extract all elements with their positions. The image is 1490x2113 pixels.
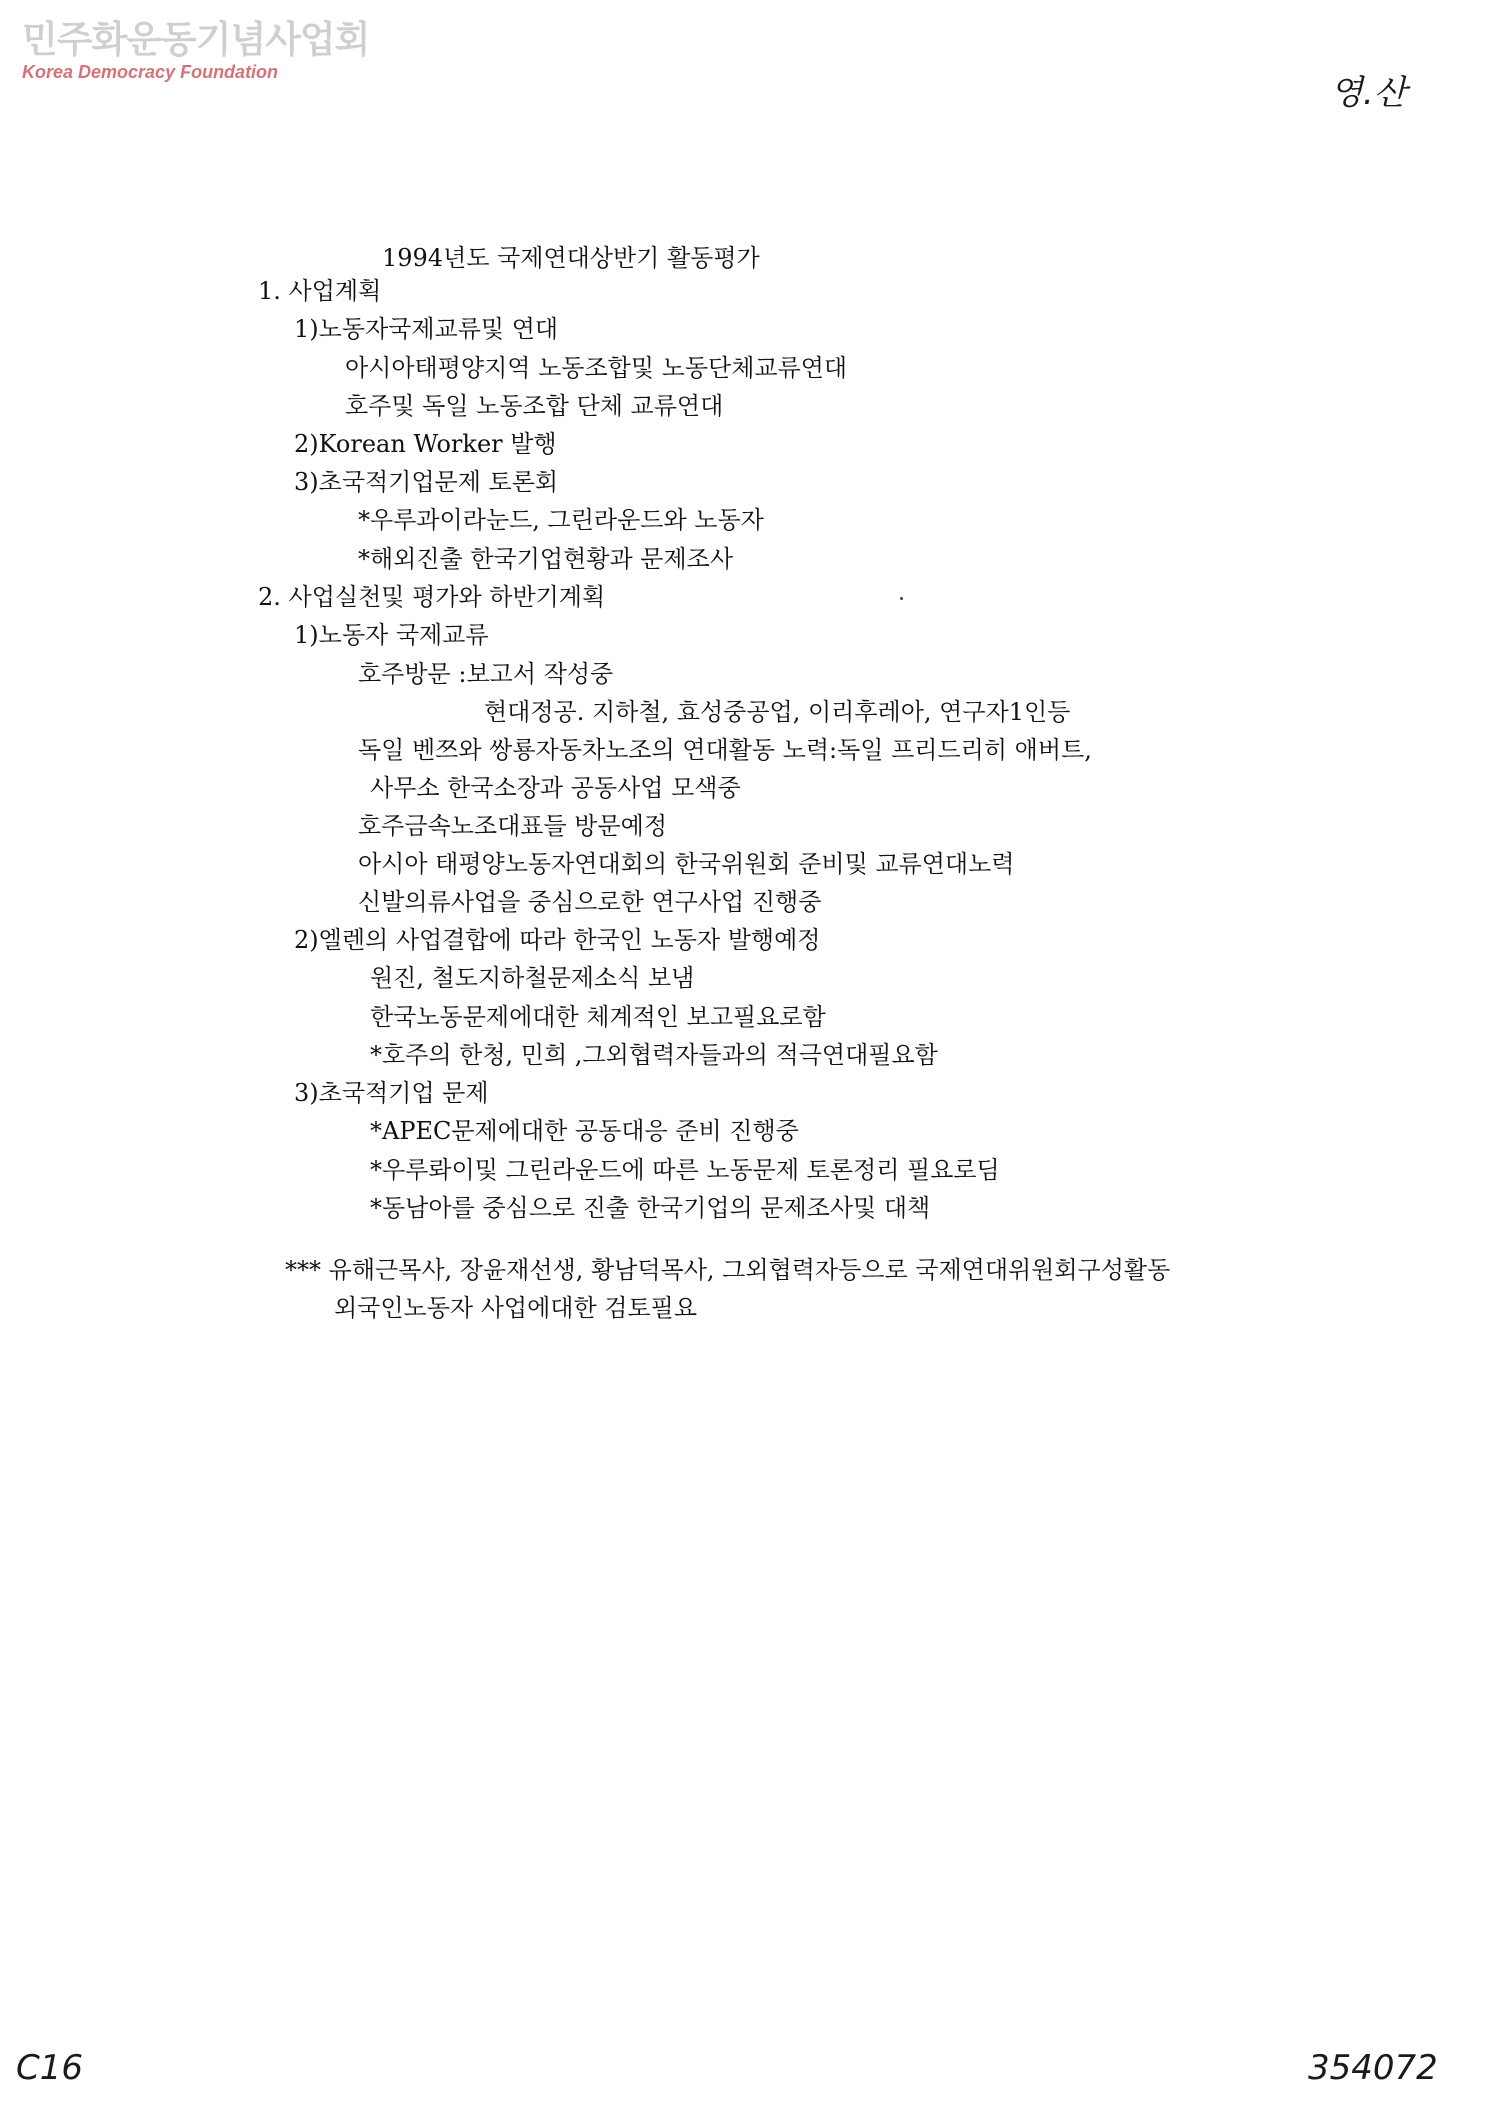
bullet-line: *해외진출 한국기업현황과 문제조사	[358, 545, 734, 573]
body-line: 한국노동문제에대한 체계적인 보고필요로함	[370, 1003, 826, 1031]
body-line: 호주금속노조대표들 방문예정	[358, 812, 668, 840]
scan-speck	[900, 597, 903, 600]
bullet-line: *호주의 한청, 민희 ,그외협력자들과의 적극연대필요함	[370, 1041, 938, 1069]
handwritten-note-bottom-left: C16	[16, 2048, 84, 2088]
body-line: 독일 벤쯔와 쌍룡자동차노조의 연대활동 노력:독일 프리드리히 애버트,	[358, 736, 1092, 764]
subsection-heading: 1)노동자 국제교류	[294, 621, 489, 649]
watermark-english: Korea Democracy Foundation	[22, 62, 279, 82]
note-line: 외국인노동자 사업에대한 검토필요	[334, 1294, 698, 1322]
bullet-line: *APEC문제에대한 공동대응 준비 진행중	[370, 1117, 799, 1145]
body-line: 신발의류사업을 중심으로한 연구사업 진행중	[358, 888, 822, 916]
document-title: 1994년도 국제연대상반기 활동평가	[382, 244, 760, 272]
foundation-watermark	[22, 18, 369, 83]
handwritten-note-bottom-right: 354072	[1308, 2048, 1438, 2088]
bullet-line: *우루롸이및 그린라운드에 따른 노동문제 토론정리 필요로딤	[370, 1156, 1000, 1184]
subsection-heading: 3)초국적기업문제 토론회	[294, 468, 559, 496]
watermark-korean: 민주화운동기념사업회	[22, 18, 370, 61]
note-line: *** 유해근목사, 장윤재선생, 황남덕목사, 그외협력자등으로 국제연대위원회구성활동	[285, 1256, 1171, 1284]
bullet-line: *동남아를 중심으로 진출 한국기업의 문제조사및 대책	[370, 1194, 931, 1222]
subsection-heading: 1)노동자국제교류및 연대	[294, 315, 559, 343]
section-heading: 2. 사업실천및 평가와 하반기계획	[258, 583, 606, 611]
body-line: 현대정공. 지하철, 효성중공업, 이리후레아, 연구자1인등	[484, 698, 1071, 726]
body-line: 호주및 독일 노동조합 단체 교류연대	[345, 392, 724, 420]
subsection-heading: 3)초국적기업 문제	[294, 1079, 489, 1107]
body-line: 원진, 철도지하철문제소식 보냄	[370, 964, 695, 992]
section-heading: 1. 사업계획	[258, 277, 382, 305]
handwritten-note-top-right: 영.산	[1330, 73, 1407, 113]
body-line: 사무소 한국소장과 공동사업 모색중	[370, 774, 741, 802]
body-line: 호주방문 :보고서 작성중	[358, 660, 614, 688]
bullet-line: *우루과이라눈드, 그린라운드와 노동자	[358, 506, 764, 534]
subsection-heading: 2)Korean Worker 발행	[294, 430, 557, 458]
subsection-heading: 2)엘렌의 사업결합에 따라 한국인 노동자 발행예정	[294, 926, 821, 954]
body-line: 아시아태평양지역 노동조합및 노동단체교류연대	[345, 354, 848, 382]
body-line: 아시아 태평양노동자연대회의 한국위원회 준비및 교류연대노력	[358, 850, 1015, 878]
